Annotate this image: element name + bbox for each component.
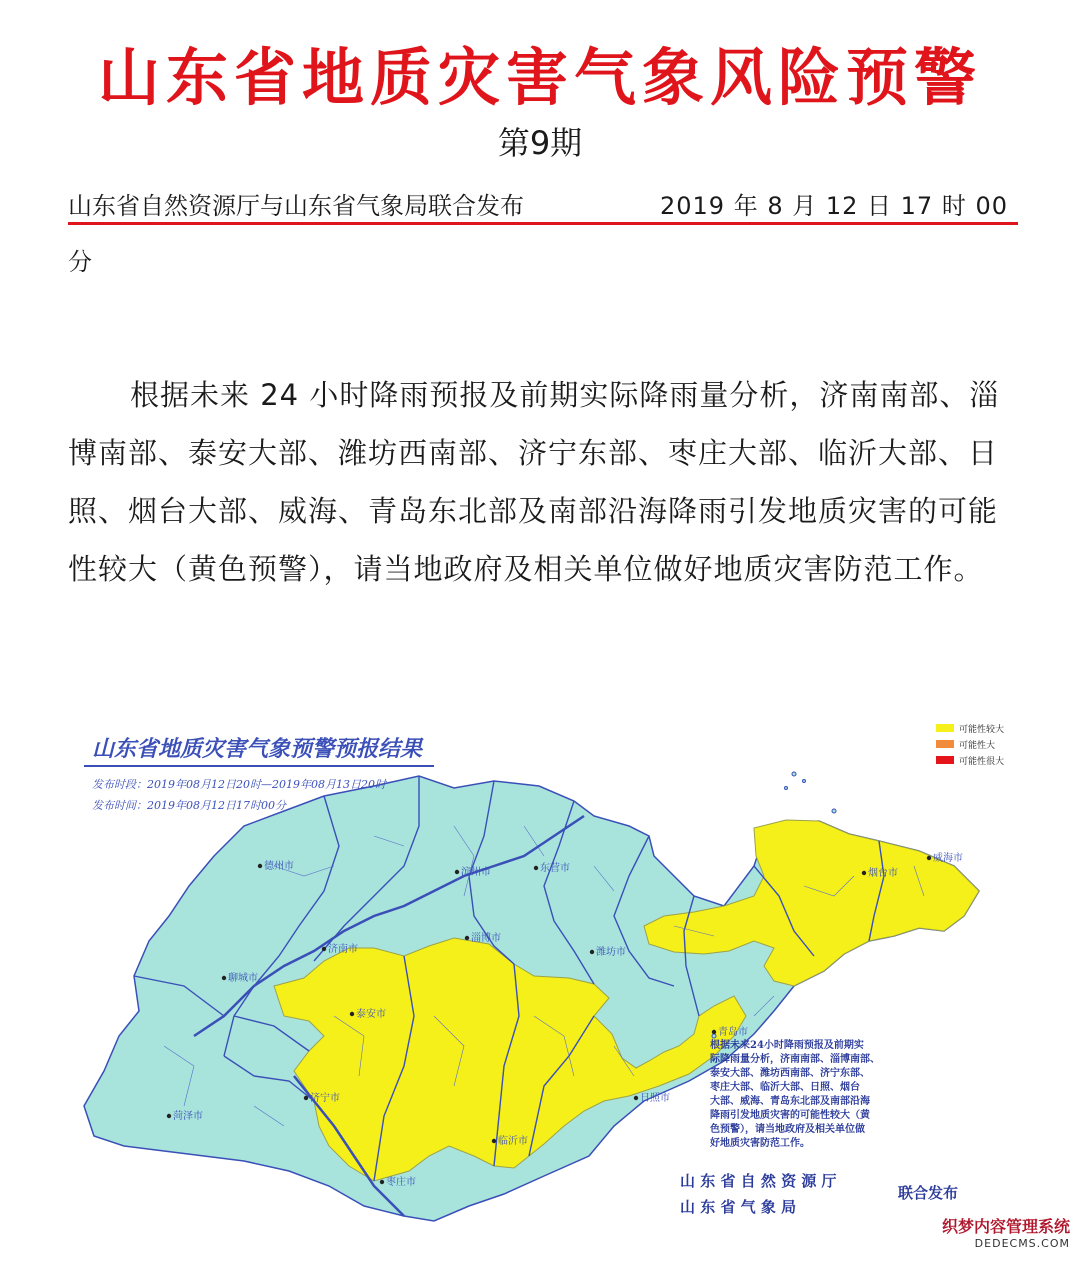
map-issued: 发布时间：2019年08月12日17时00分 bbox=[92, 799, 286, 812]
issuer-line-2: 山 东 省 气 象 局 bbox=[680, 1198, 797, 1216]
map-note-line: 际降雨量分析，济南南部、淄博南部、 bbox=[710, 1054, 880, 1065]
map-note-line: 降雨引发地质灾害的可能性较大（黄 bbox=[710, 1110, 870, 1121]
legend-label-red: 可能性很大 bbox=[959, 757, 1005, 767]
watermark-line-1: 织梦内容管理系统 bbox=[941, 1217, 1070, 1236]
map-period: 发布时段：2019年08月12日20时—2019年08月13日20时 bbox=[92, 778, 386, 791]
map-note-line: 色预警），请当地政府及相关单位做 bbox=[710, 1124, 865, 1135]
city-binzhou: 滨州市 bbox=[461, 867, 491, 878]
publisher-line: 山东省自然资源厅与山东省气象局联合发布 bbox=[68, 192, 524, 220]
city-heze: 菏泽市 bbox=[173, 1111, 203, 1122]
map-legend bbox=[936, 723, 1004, 767]
map-note-line: 根据未来24小时降雨预报及前期实 bbox=[710, 1040, 864, 1051]
legend-swatch-red bbox=[936, 756, 954, 764]
city-liaocheng: 聊城市 bbox=[228, 973, 258, 984]
legend-label-yellow: 可能性较大 bbox=[959, 725, 1005, 735]
map-title: 山东省地质灾害气象预警预报结果 bbox=[92, 736, 423, 762]
city-jinan: 济南市 bbox=[328, 944, 358, 955]
warning-paragraph: 根据未来 24 小时降雨预报及前期实际降雨量分析，济南南部、淄博南部、泰安大部、潍坊西南部、济宁东部、枣庄大部、临沂大部、日照、烟台大部、威海、青岛东北部及南部沿海降雨引发地质灾害的可能性较大（黄色预警），请当地政府及相关单位做好地质灾害防范工作。 bbox=[68, 378, 1000, 586]
release-datetime: 2019 年 8 月 12 日 17 时 00 bbox=[660, 192, 1008, 220]
city-weifang: 潍坊市 bbox=[596, 947, 626, 958]
map-note-line: 泰安大部、潍坊西南部、济宁东部、 bbox=[710, 1068, 870, 1079]
city-zaozhuang: 枣庄市 bbox=[386, 1177, 416, 1188]
map-note-line: 好地质灾害防范工作。 bbox=[710, 1138, 810, 1149]
site-watermark bbox=[942, 1214, 1070, 1250]
city-yantai: 烟台市 bbox=[868, 868, 898, 879]
watermark-line-2: DEDECMS.COM bbox=[974, 1237, 1070, 1250]
city-dezhou: 德州市 bbox=[264, 861, 294, 872]
issuer-joint: 联合发布 bbox=[898, 1184, 959, 1202]
city-qingdao: 青岛市 bbox=[718, 1027, 748, 1038]
issuer-line-1: 山 东 省 自 然 资 源 厅 bbox=[680, 1172, 837, 1190]
city-weihai: 威海市 bbox=[933, 853, 963, 864]
map-issuer bbox=[680, 1172, 958, 1216]
map-note bbox=[709, 1038, 880, 1149]
city-dongying: 东营市 bbox=[540, 863, 570, 874]
legend-swatch-orange bbox=[936, 740, 954, 748]
city-rizhao: 日照市 bbox=[640, 1093, 670, 1104]
city-linyi: 临沂市 bbox=[498, 1136, 528, 1147]
release-datetime-minute: 分 bbox=[68, 248, 92, 276]
city-jining: 济宁市 bbox=[310, 1093, 340, 1104]
city-taian: 泰安市 bbox=[356, 1009, 386, 1020]
map-note-line: 大部、威海、青岛东北部及南部沿海 bbox=[710, 1096, 870, 1107]
city-zibo: 淄博市 bbox=[471, 933, 501, 944]
issue-number: 第9期 bbox=[497, 124, 583, 162]
legend-label-orange: 可能性大 bbox=[959, 741, 996, 751]
legend-swatch-yellow bbox=[936, 724, 954, 732]
warning-title: 山东省地质灾害气象风险预警 bbox=[97, 41, 982, 114]
red-divider bbox=[68, 222, 1018, 225]
warning-map bbox=[74, 716, 1012, 1248]
map-note-line: 枣庄大部、临沂大部、日照、烟台 bbox=[710, 1082, 860, 1093]
